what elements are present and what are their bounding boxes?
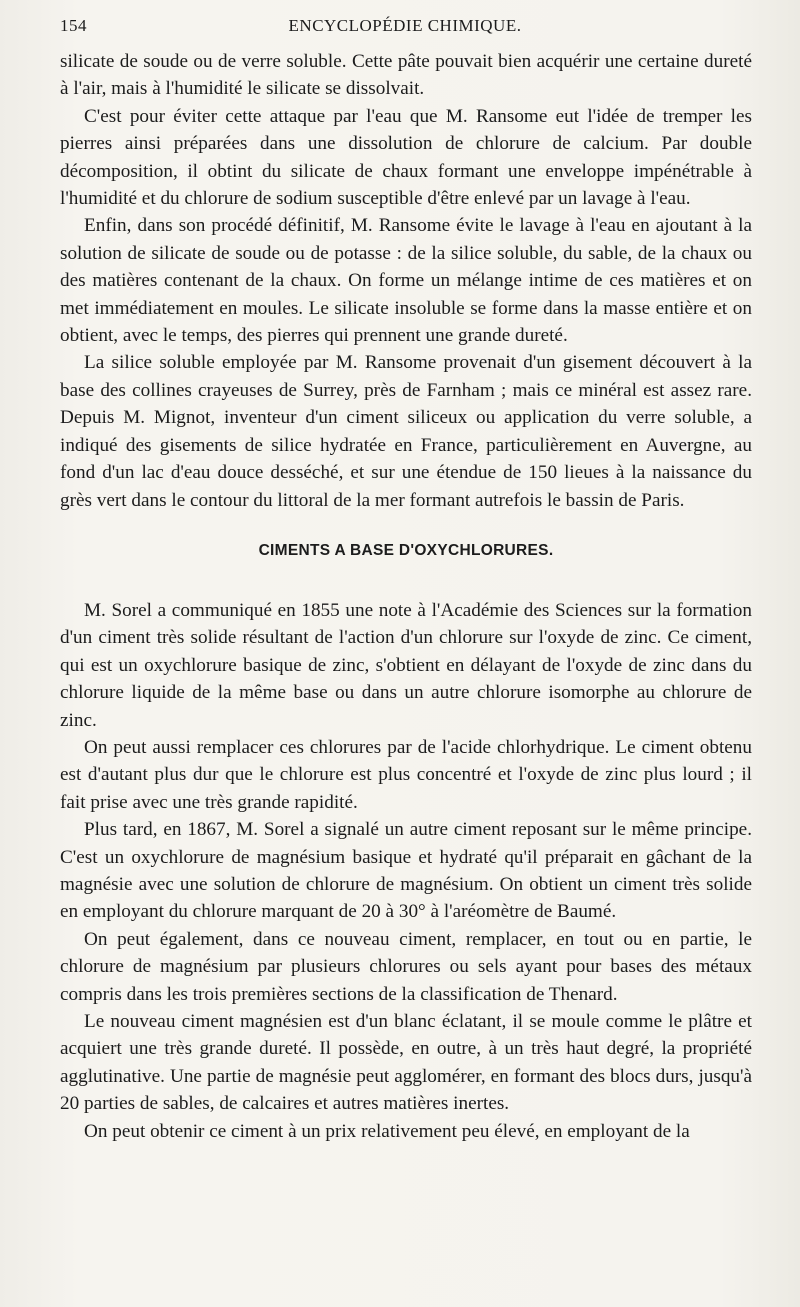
paragraph: Plus tard, en 1867, M. Sorel a signalé un autre ciment reposant sur le même principe. C'est un oxychlorure de magnésium basique et hydraté qu'il préparait en gâchant de la magnésie avec une solution de chlorure de magnésium. On obtient un ciment très solide en employant du chlorure marquant de 20 à 30° à l'aréomètre de Baumé.: [60, 819, 752, 923]
paragraph: M. Sorel a communiqué en 1855 une note à l'Académie des Sciences sur la formation d'un ciment très solide résultant de l'action d'un chlorure sur l'oxyde de zinc. Ce ciment, qui est un oxychlorure basique de zinc, s'obtient en délayant de l'oxyde de zinc dans du chlorure liquide de la même base ou dans un autre chlorure isomorphe au chlorure de zinc.: [60, 599, 752, 731]
paragraph: C'est pour éviter cette attaque par l'eau que M. Ransome eut l'idée de tremper les pierres ainsi préparées dans une dissolution de chlorure de calcium. Par double décomposition, il obtint du silicate de chaux formant une enveloppe impénétrable à l'humidité et du chlorure de sodium susceptible d'être enlevé par un lavage à l'eau.: [60, 105, 752, 210]
running-title: ENCYCLOPÉDIE CHIMIQUE.: [288, 16, 522, 35]
body-text: [60, 48, 752, 1145]
paragraph: On peut également, dans ce nouveau ciment, remplacer, en tout ou en partie, le chlorure de magnésium par plusieurs chlorures ou sels ayant pour bases des métaux compris dans les trois premières sections de la classification de Thenard.: [60, 928, 752, 1005]
section-heading: CIMENTS A BASE D'OXYCHLORURES.: [258, 541, 554, 559]
paragraph-continues: On peut obtenir ce ciment à un prix relativement peu élevé, en employant de la: [84, 1120, 690, 1142]
paragraph: On peut aussi remplacer ces chlorures par de l'acide chlorhydrique. Le ciment obtenu est d'autant plus dur que le chlorure est plus concentré et l'oxyde de zinc plus lourd ; il fait prise avec une très grande rapidité.: [60, 736, 752, 813]
paragraph: Le nouveau ciment magnésien est d'un blanc éclatant, il se moule comme le plâtre et acquiert une très grande dureté. Il possède, en outre, à un très haut degré, la propriété agglutinative. Une partie de magnésie peut agglomérer, en formant des blocs durs, jusqu'à 20 parties de sables, de calcaires et autres matières inertes.: [60, 1011, 752, 1115]
paragraph-continued: silicate de soude ou de verre soluble. Cette pâte pouvait bien acquérir une certaine dureté à l'air, mais à l'humidité le silicate se dissolvait.: [60, 51, 752, 100]
paragraph: Enfin, dans son procédé définitif, M. Ransome évite le lavage à l'eau en ajoutant à la solution de silicate de soude ou de potasse : de la silice soluble, du sable, de la chaux ou des matières contenant de la chaux. On forme un mélange intime de ces matières et on met immédiatement en moules. Le silicate insoluble se forme dans la masse entière et on obtient, avec le temps, des pierres qui prennent une grande dureté.: [60, 215, 752, 347]
paragraph: La silice soluble employée par M. Ransome provenait d'un gisement découvert à la base des collines crayeuses de Surrey, près de Farnham ; mais ce minéral est assez rare. Depuis M. Mignot, inventeur d'un ciment siliceux ou application du verre soluble, a indiqué des gisements de silice hydratée en France, particulièrement en Auvergne, au fond d'un lac d'eau douce desséché, et sur une étendue de 150 lieues à la naissance du grès vert dans le contour du littoral de la mer formant autrefois le bassin de Paris.: [60, 352, 752, 511]
running-header: [60, 16, 750, 44]
page-number: 154: [60, 16, 87, 35]
